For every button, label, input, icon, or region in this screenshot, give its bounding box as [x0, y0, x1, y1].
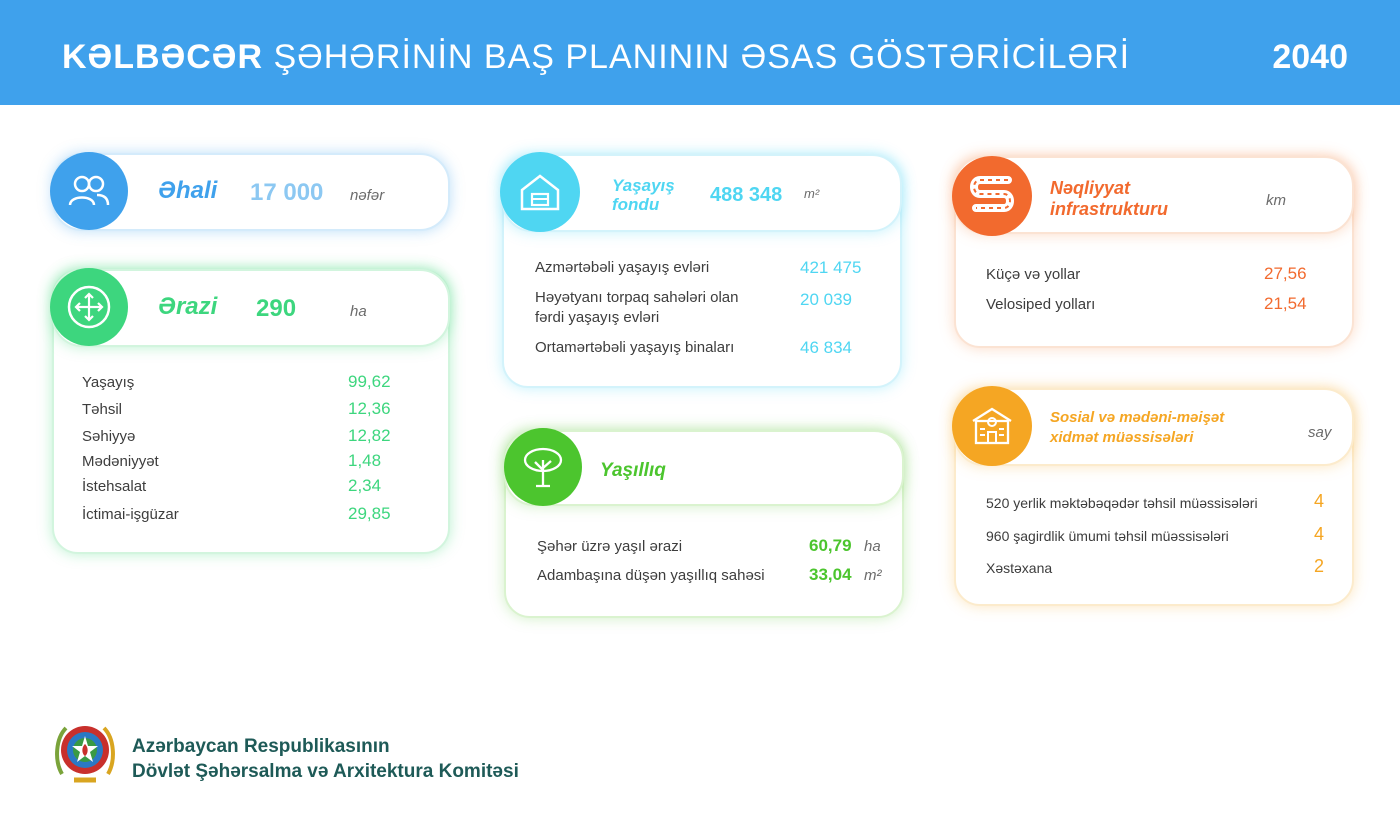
school-building-icon	[952, 386, 1032, 466]
housing-row-value: 46 834	[800, 338, 852, 357]
transport-title	[1050, 178, 1168, 220]
area-row-label: Mədəniyyət	[82, 453, 159, 470]
transport-unit: km	[1266, 192, 1286, 209]
organization-line2: Dövlət Şəhərsalma və Arxitektura Komitəsi	[132, 761, 519, 782]
organization-line1: Azərbaycan Respublikasının	[132, 736, 390, 757]
house-icon	[500, 152, 580, 232]
housing-unit: m²	[804, 186, 820, 201]
social-row-value: 2	[1314, 556, 1325, 576]
expand-arrows-icon	[50, 268, 128, 346]
page-title	[62, 38, 1130, 77]
area-row-value: 1,48	[348, 451, 382, 470]
area-value: 290	[256, 295, 297, 322]
area-unit: ha	[350, 303, 367, 320]
greenery-title: Yaşıllıq	[600, 460, 666, 481]
social-title-line1: Sosial və mədəni-məişət	[1050, 409, 1225, 426]
transport-row-value: 21,54	[1264, 294, 1307, 313]
area-row-label: İstehsalat	[82, 478, 147, 495]
area-row-label: İctimai-işgüzar	[82, 506, 179, 523]
housing-row-label: Həyətyanı torpaq sahələri olan fərdi yaşayış evləri	[535, 289, 739, 326]
people-icon	[50, 152, 128, 230]
greenery-row-label: Şəhər üzrə yaşıl ərazi	[537, 538, 683, 555]
housing-row-label: Azmərtəbəli yaşayış evləri	[535, 259, 710, 276]
page-title-rest: ŞƏHƏRİNİN BAŞ PLANININ ƏSAS GÖSTƏRİCİLƏRİ	[263, 38, 1131, 76]
area-row-label: Yaşayış	[82, 374, 135, 391]
header-bar	[0, 0, 1400, 105]
housing-title	[612, 176, 675, 214]
transport-row-value: 27,56	[1264, 264, 1307, 283]
social-title-line2: xidmət müəssisələri	[1050, 429, 1194, 446]
organization-name	[132, 734, 519, 784]
greenery-row-value: 60,79	[809, 536, 852, 555]
social-row-value: 4	[1314, 524, 1325, 544]
area-row-value: 12,36	[348, 399, 391, 418]
road-icon	[952, 156, 1032, 236]
social-unit: say	[1308, 424, 1332, 441]
area-row-label: Səhiyyə	[82, 428, 136, 445]
housing-row-value: 20 039	[800, 290, 852, 309]
transport-title-line1: Nəqliyyat	[1050, 178, 1131, 198]
transport-row-label: Velosiped yolları	[986, 296, 1096, 313]
transport-row-label: Küçə və yollar	[986, 266, 1081, 283]
year-label: 2040	[1272, 38, 1348, 76]
population-value: 17 000	[250, 179, 324, 206]
social-row-label: Xəstəxana	[986, 560, 1053, 576]
population-unit: nəfər	[350, 187, 385, 204]
housing-row-label: Ortamərtəbəli yaşayış binaları	[535, 339, 735, 356]
area-row-value: 12,82	[348, 426, 391, 445]
greenery-row-unit: ha	[864, 538, 881, 555]
social-row-label: 520 yerlik məktəbəqədər təhsil müəssisələri	[986, 495, 1258, 511]
greenery-row-unit: m²	[864, 567, 882, 584]
state-emblem-icon	[52, 716, 118, 788]
tree-icon	[504, 428, 582, 506]
greenery-row-label: Adambaşına düşən yaşıllıq sahəsi	[537, 567, 765, 584]
area-row-value: 99,62	[348, 372, 391, 391]
area-row-value: 2,34	[348, 476, 382, 495]
population-title: Əhali	[158, 177, 218, 204]
social-row-label: 960 şagirdlik ümumi təhsil müəssisələri	[986, 528, 1229, 544]
housing-row-value: 421 475	[800, 258, 862, 277]
housing-title-line2: fondu	[612, 195, 660, 214]
housing-value: 488 348	[710, 184, 783, 206]
area-row-label: Təhsil	[82, 401, 123, 418]
greenery-row-value: 33,04	[809, 565, 852, 584]
area-row-value: 29,85	[348, 504, 391, 523]
area-title: Ərazi	[158, 293, 218, 320]
social-title	[1050, 408, 1224, 448]
transport-title-line2: infrastrukturu	[1050, 199, 1169, 219]
social-row-value: 4	[1314, 491, 1325, 511]
page-title-city: KƏLBƏCƏR	[62, 38, 264, 76]
housing-title-line1: Yaşayış	[612, 176, 675, 195]
